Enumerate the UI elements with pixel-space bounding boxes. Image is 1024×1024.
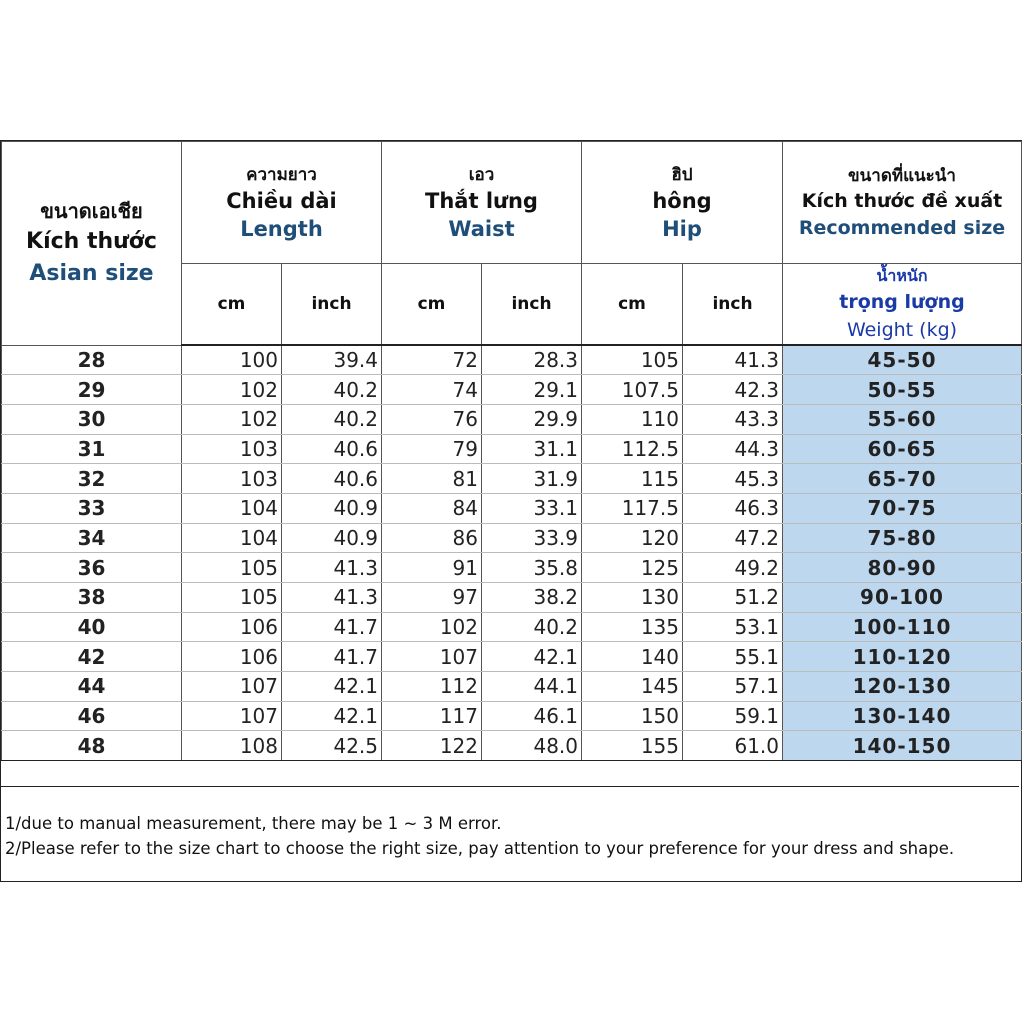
length-cm-cell: 107 — [182, 672, 282, 702]
table-row — [2, 493, 1022, 523]
weight-cell: 50-55 — [783, 375, 1022, 405]
table-row — [2, 731, 1022, 761]
waist-cm-cell: 122 — [382, 731, 482, 761]
size-cell: 36 — [2, 553, 182, 583]
weight-cell: 45-50 — [783, 345, 1022, 375]
size-cell: 34 — [2, 523, 182, 553]
waist-inch-cell: 28.3 — [482, 345, 582, 375]
length-inch-cell: 41.7 — [282, 642, 382, 672]
waist-cm-cell: 76 — [382, 404, 482, 434]
table-row — [2, 672, 1022, 702]
hip-inch-cell: 49.2 — [683, 553, 783, 583]
table-row — [2, 642, 1022, 672]
table-row — [2, 553, 1022, 583]
unit-length-cm: cm — [182, 264, 282, 346]
length-cm-cell: 105 — [182, 583, 282, 613]
note-1: 1/due to manual measurement, there may be 1 ~ 3 M error. — [5, 814, 502, 833]
length-cm-cell: 102 — [182, 404, 282, 434]
hip-inch-cell: 46.3 — [683, 493, 783, 523]
weight-vietnamese: trọng lượng — [839, 291, 965, 313]
waist-cm-cell: 72 — [382, 345, 482, 375]
table-row — [2, 583, 1022, 613]
length-inch-cell: 41.3 — [282, 583, 382, 613]
hip-inch-cell: 55.1 — [683, 642, 783, 672]
hip-cm-cell: 110 — [582, 404, 683, 434]
size-cell: 32 — [2, 464, 182, 494]
hip-cm-cell: 135 — [582, 612, 683, 642]
table-row — [2, 701, 1022, 731]
note-2: 2/Please refer to the size chart to choose the right size, pay attention to your preference for your dress and shape. — [5, 839, 955, 858]
length-cm-cell: 105 — [182, 553, 282, 583]
length-cm-cell: 103 — [182, 434, 282, 464]
weight-cell: 55-60 — [783, 404, 1022, 434]
hip-english: Hip — [662, 216, 702, 241]
waist-inch-cell: 33.9 — [482, 523, 582, 553]
waist-inch-cell: 29.9 — [482, 404, 582, 434]
unit-hip-inch: inch — [683, 264, 783, 346]
waist-english: Waist — [448, 216, 515, 241]
weight-cell: 90-100 — [783, 583, 1022, 613]
length-inch-cell: 42.1 — [282, 672, 382, 702]
hip-inch-cell: 59.1 — [683, 701, 783, 731]
table-row — [2, 404, 1022, 434]
size-cell: 48 — [2, 731, 182, 761]
table-row — [2, 434, 1022, 464]
hip-inch-cell: 51.2 — [683, 583, 783, 613]
hip-cm-cell: 155 — [582, 731, 683, 761]
weight-english: Weight (kg) — [846, 319, 958, 341]
waist-inch-cell: 46.1 — [482, 701, 582, 731]
length-cm-cell: 106 — [182, 642, 282, 672]
length-english: Length — [240, 216, 323, 241]
header-length — [182, 142, 382, 264]
waist-inch-cell: 40.2 — [482, 612, 582, 642]
hip-inch-cell: 61.0 — [683, 731, 783, 761]
notes — [1, 786, 1019, 881]
size-chart-sheet — [0, 140, 1022, 882]
length-inch-cell: 40.2 — [282, 404, 382, 434]
waist-inch-cell: 35.8 — [482, 553, 582, 583]
size-cell: 29 — [2, 375, 182, 405]
length-inch-cell: 40.2 — [282, 375, 382, 405]
hip-inch-cell: 42.3 — [683, 375, 783, 405]
size-cell: 44 — [2, 672, 182, 702]
waist-inch-cell: 31.9 — [482, 464, 582, 494]
length-cm-cell: 107 — [182, 701, 282, 731]
weight-cell: 140-150 — [783, 731, 1022, 761]
hip-cm-cell: 120 — [582, 523, 683, 553]
asian-size-vietnamese: Kích thước — [26, 229, 157, 255]
weight-cell: 80-90 — [783, 553, 1022, 583]
hip-cm-cell: 115 — [582, 464, 683, 494]
hip-cm-cell: 145 — [582, 672, 683, 702]
recommended-thai: ขนาดที่แนะนำ — [848, 165, 956, 186]
recommended-vietnamese: Kích thước đề xuất — [801, 189, 1003, 212]
table-row — [2, 464, 1022, 494]
hip-cm-cell: 140 — [582, 642, 683, 672]
hip-cm-cell: 105 — [582, 345, 683, 375]
header-hip — [582, 142, 783, 264]
weight-cell: 65-70 — [783, 464, 1022, 494]
waist-cm-cell: 97 — [382, 583, 482, 613]
hip-vietnamese: hông — [652, 188, 712, 213]
length-cm-cell: 104 — [182, 523, 282, 553]
hip-cm-cell: 130 — [582, 583, 683, 613]
hip-inch-cell: 53.1 — [683, 612, 783, 642]
hip-inch-cell: 43.3 — [683, 404, 783, 434]
length-inch-cell: 41.3 — [282, 553, 382, 583]
waist-cm-cell: 107 — [382, 642, 482, 672]
waist-vietnamese: Thắt lưng — [425, 188, 538, 213]
header-recommended-size — [783, 142, 1022, 264]
waist-inch-cell: 48.0 — [482, 731, 582, 761]
waist-cm-cell: 81 — [382, 464, 482, 494]
header-weight — [783, 264, 1022, 346]
waist-inch-cell: 44.1 — [482, 672, 582, 702]
table-row — [2, 523, 1022, 553]
unit-waist-inch: inch — [482, 264, 582, 346]
weight-cell: 75-80 — [783, 523, 1022, 553]
size-cell: 30 — [2, 404, 182, 434]
hip-thai: ฮิป — [671, 164, 693, 185]
table-row — [2, 345, 1022, 375]
waist-cm-cell: 112 — [382, 672, 482, 702]
table-row — [2, 612, 1022, 642]
length-thai: ความยาว — [246, 164, 317, 185]
length-inch-cell: 40.6 — [282, 464, 382, 494]
asian-size-thai: ขนาดเอเชีย — [40, 199, 143, 224]
length-cm-cell: 102 — [182, 375, 282, 405]
hip-inch-cell: 45.3 — [683, 464, 783, 494]
hip-inch-cell: 57.1 — [683, 672, 783, 702]
length-cm-cell: 104 — [182, 493, 282, 523]
recommended-english: Recommended size — [798, 216, 1006, 239]
length-inch-cell: 40.9 — [282, 493, 382, 523]
length-inch-cell: 40.9 — [282, 523, 382, 553]
length-inch-cell: 40.6 — [282, 434, 382, 464]
length-inch-cell: 39.4 — [282, 345, 382, 375]
length-inch-cell: 42.5 — [282, 731, 382, 761]
size-rows — [2, 345, 1022, 761]
asian-size-english: Asian size — [29, 261, 154, 287]
header-asian-size — [2, 142, 182, 346]
size-cell: 33 — [2, 493, 182, 523]
waist-inch-cell: 29.1 — [482, 375, 582, 405]
weight-cell: 100-110 — [783, 612, 1022, 642]
waist-cm-cell: 74 — [382, 375, 482, 405]
hip-cm-cell: 107.5 — [582, 375, 683, 405]
hip-cm-cell: 150 — [582, 701, 683, 731]
table-row — [2, 375, 1022, 405]
unit-waist-cm: cm — [382, 264, 482, 346]
weight-cell: 130-140 — [783, 701, 1022, 731]
length-vietnamese: Chiều dài — [226, 188, 337, 213]
hip-cm-cell: 125 — [582, 553, 683, 583]
size-cell: 46 — [2, 701, 182, 731]
size-cell: 28 — [2, 345, 182, 375]
header-waist — [382, 142, 582, 264]
size-cell: 40 — [2, 612, 182, 642]
size-cell: 31 — [2, 434, 182, 464]
hip-inch-cell: 41.3 — [683, 345, 783, 375]
length-inch-cell: 42.1 — [282, 701, 382, 731]
size-cell: 38 — [2, 583, 182, 613]
length-cm-cell: 106 — [182, 612, 282, 642]
size-cell: 42 — [2, 642, 182, 672]
unit-length-inch: inch — [282, 264, 382, 346]
waist-cm-cell: 102 — [382, 612, 482, 642]
length-cm-cell: 100 — [182, 345, 282, 375]
weight-cell: 120-130 — [783, 672, 1022, 702]
waist-thai: เอว — [468, 164, 495, 185]
hip-inch-cell: 47.2 — [683, 523, 783, 553]
waist-inch-cell: 42.1 — [482, 642, 582, 672]
waist-cm-cell: 79 — [382, 434, 482, 464]
length-inch-cell: 41.7 — [282, 612, 382, 642]
waist-cm-cell: 91 — [382, 553, 482, 583]
waist-cm-cell: 117 — [382, 701, 482, 731]
hip-cm-cell: 112.5 — [582, 434, 683, 464]
hip-cm-cell: 117.5 — [582, 493, 683, 523]
waist-cm-cell: 84 — [382, 493, 482, 523]
weight-cell: 110-120 — [783, 642, 1022, 672]
waist-cm-cell: 86 — [382, 523, 482, 553]
waist-inch-cell: 38.2 — [482, 583, 582, 613]
length-cm-cell: 103 — [182, 464, 282, 494]
weight-thai: น้ำหนัก — [876, 266, 928, 285]
size-chart-table — [1, 141, 1022, 761]
waist-inch-cell: 31.1 — [482, 434, 582, 464]
waist-inch-cell: 33.1 — [482, 493, 582, 523]
unit-hip-cm: cm — [582, 264, 683, 346]
weight-cell: 70-75 — [783, 493, 1022, 523]
hip-inch-cell: 44.3 — [683, 434, 783, 464]
weight-cell: 60-65 — [783, 434, 1022, 464]
length-cm-cell: 108 — [182, 731, 282, 761]
